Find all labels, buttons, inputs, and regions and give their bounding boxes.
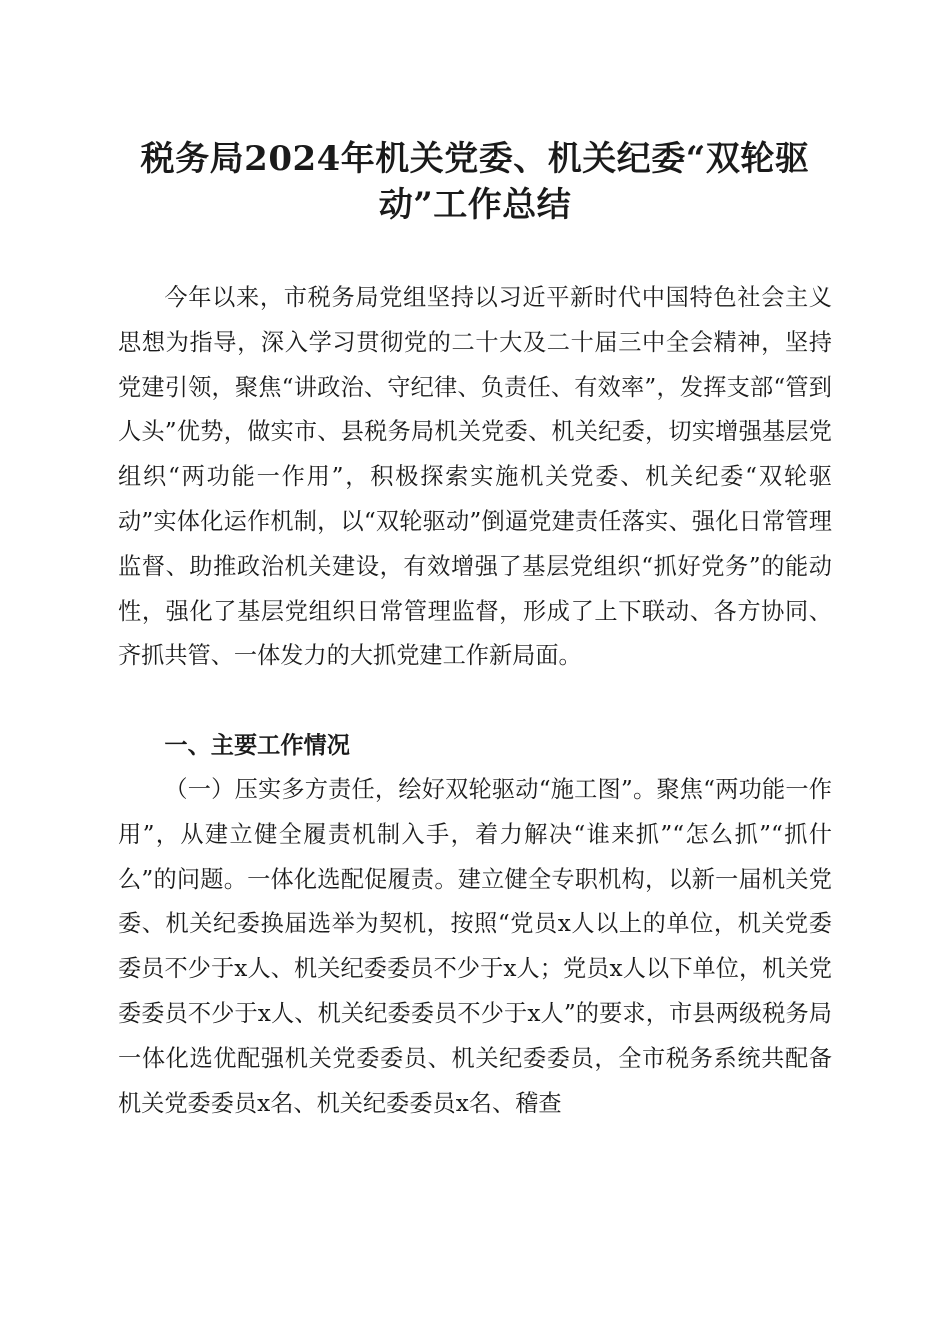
- section-heading: 一、主要工作情况: [164, 732, 350, 759]
- intro-paragraph: 今年以来，市税务局党组坚持以习近平新时代中国特色社会主义思想为指导，深入学习贯彻党的二十大及二十届三中全会精神，坚持党建引领，聚焦“讲政治、守纪律、负责任、有效率”，发挥支部“管到人头”优势，做实市、县税务局机关党委、机关纪委，切实增强基层党组织“两功能一作用”，积极探索实施机关党委、机关纪委“双轮驱动”实体化运作机制，以“双轮驱动”倒逼党建责任落实、强化日常管理监督、助推政治机关建设，有效增强了基层党组织“抓好党务”的能动性，强化了基层党组织日常管理监督，形成了上下联动、各方协同、齐抓共管、一体发力的大抓党建工作新局面。: [118, 284, 832, 670]
- subsection-paragraph: （一）压实多方责任，绘好双轮驱动“施工图”。聚焦“两功能一作用”，从建立健全履责机制入手，着力解决“谁来抓”“怎么抓”“抓什么”的问题。一体化选配促履责。建立健全专职机构，以新一届机关党委、机关纪委换届选举为契机，按照“党员x人以上的单位，机关党委委员不少于x人、机关纪委委员不少于x人；党员x人以下单位，机关党委委员不少于x人、机关纪委委员不少于x人”的要求，市县两级税务局一体化选优配强机关党委委员、机关纪委委员，全市税务系统共配备机关党委委员x名、机关纪委委员x名、稽查: [118, 776, 832, 1117]
- document-title: 税务局2024年机关党委、机关纪委“双轮驱动”工作总结: [140, 139, 810, 225]
